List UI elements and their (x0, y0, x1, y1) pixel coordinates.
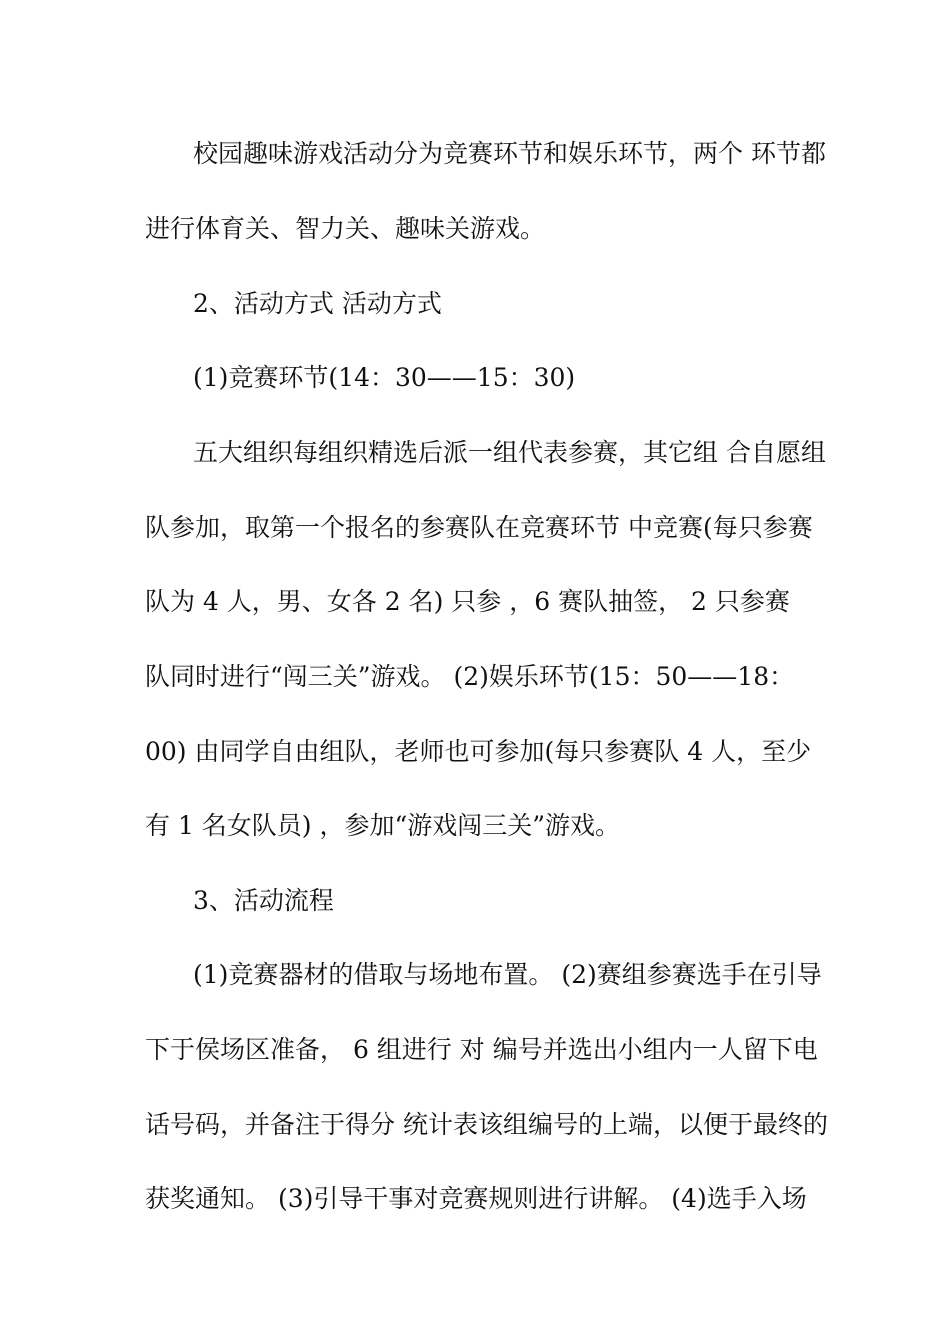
paragraph-line: 有 1 名女队员) ，参加“游戏闯三关”游戏。 (145, 811, 621, 840)
paragraph-line: (1)竞赛器材的借取与场地布置。 (2)赛组参赛选手在引导 (193, 960, 822, 989)
paragraph-line: 队同时进行“闯三关”游戏。 (2)娱乐环节(15：50——18： (145, 662, 795, 691)
paragraph-line: 话号码，并备注于得分 统计表该组编号的上端，以便于最终的 (145, 1110, 828, 1139)
paragraph-line: 00) 由同学自由组队，老师也可参加(每只参赛队 4 人，至少 (145, 737, 812, 766)
paragraph-line: 获奖通知。 (3)引导干事对竞赛规则进行讲解。 (4)选手入场 (145, 1184, 807, 1213)
paragraph-line: 下于侯场区准备， 6 组进行 对 编号并选出小组内一人留下电 (145, 1035, 818, 1064)
paragraph-line: 五大组织每组织精选后派一组代表参赛，其它组 合自愿组 (193, 438, 826, 467)
paragraph-line: 队参加，取第一个报名的参赛队在竞赛环节 中竞赛(每只参赛 (145, 513, 813, 542)
section-heading: 2、活动方式 活动方式 (193, 289, 442, 318)
paragraph-line: 校园趣味游戏活动分为竞赛环节和娱乐环节，两个 环节都 (193, 139, 826, 168)
section-heading: 3、活动流程 (193, 886, 334, 915)
paragraph-line: 队为 4 人，男、女各 2 名) 只参 ，6 赛队抽签， 2 只参赛 (145, 587, 790, 616)
subsection-heading: (1)竞赛环节(14：30——15：30) (193, 363, 576, 392)
paragraph-line: 进行体育关、智力关、趣味关游戏。 (145, 214, 546, 243)
